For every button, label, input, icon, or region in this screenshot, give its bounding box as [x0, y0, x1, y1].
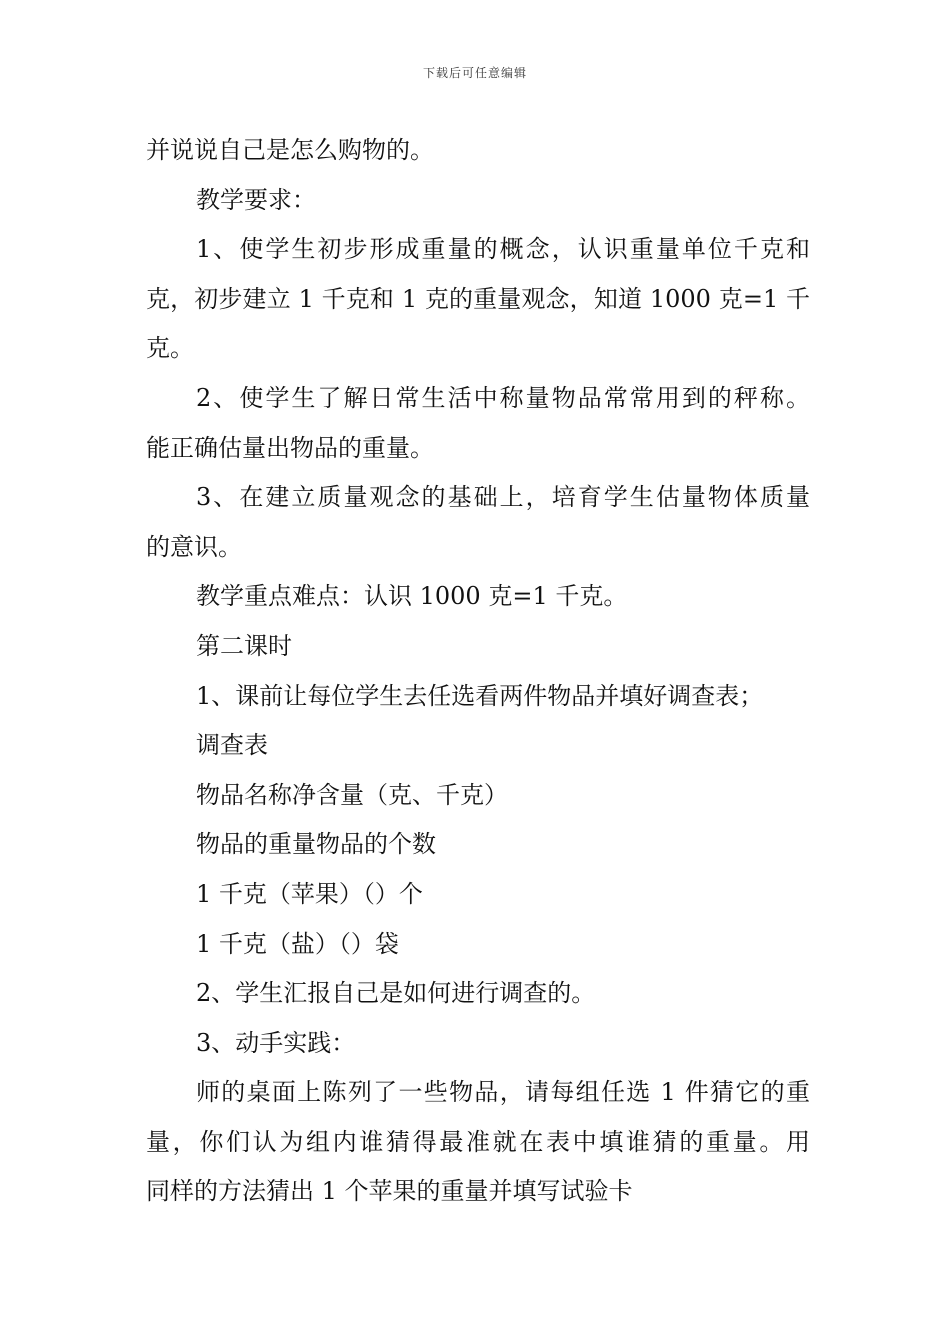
- paragraph-line: 教学重点难点：认识 1000 克=1 千克。: [196, 582, 628, 611]
- paragraph-line: 的意识。: [146, 532, 242, 561]
- paragraph-line: 2、学生汇报自己是如何进行调查的。: [196, 979, 596, 1008]
- paragraph-line: 1 千克（盐）（）袋: [196, 929, 399, 958]
- paragraph-line: 师的桌面上陈列了一些物品，请每组任选 1 件猜它的重: [196, 1078, 810, 1107]
- paragraph-line: 物品的重量物品的个数: [196, 830, 436, 859]
- paragraph-line: 调查表: [196, 731, 268, 760]
- paragraph-line: 物品名称净含量（克、千克）: [196, 780, 508, 809]
- paragraph-line: 克，初步建立 1 千克和 1 克的重量观念，知道 1000 克=1 千: [146, 284, 810, 313]
- paragraph-line: 量，你们认为组内谁猜得最准就在表中填谁猜的重量。用: [146, 1127, 810, 1156]
- paragraph-line: 能正确估量出物品的重量。: [146, 433, 434, 462]
- paragraph-line: 同样的方法猜出 1 个苹果的重量并填写试验卡: [146, 1177, 633, 1206]
- paragraph-line: 1、课前让每位学生去任选看两件物品并填好调查表；: [196, 681, 764, 710]
- paragraph-line: 克。: [146, 334, 194, 363]
- document-body: [146, 126, 810, 1217]
- paragraph-line: 1、使学生初步形成重量的概念，认识重量单位千克和: [196, 235, 810, 264]
- page-header: 下载后可任意编辑: [422, 66, 527, 80]
- paragraph-line: 2、使学生了解日常生活中称量物品常常用到的秤称。: [196, 383, 810, 412]
- paragraph-line: 教学要求：: [196, 185, 316, 214]
- paragraph-line: 1 千克（苹果）（）个: [196, 879, 423, 908]
- paragraph-line: 3、动手实践：: [196, 1028, 356, 1057]
- paragraph-line: 并说说自己是怎么购物的。: [146, 136, 434, 164]
- paragraph-line: 3、在建立质量观念的基础上，培育学生估量物体质量: [196, 483, 810, 512]
- paragraph-line: 第二课时: [196, 631, 292, 660]
